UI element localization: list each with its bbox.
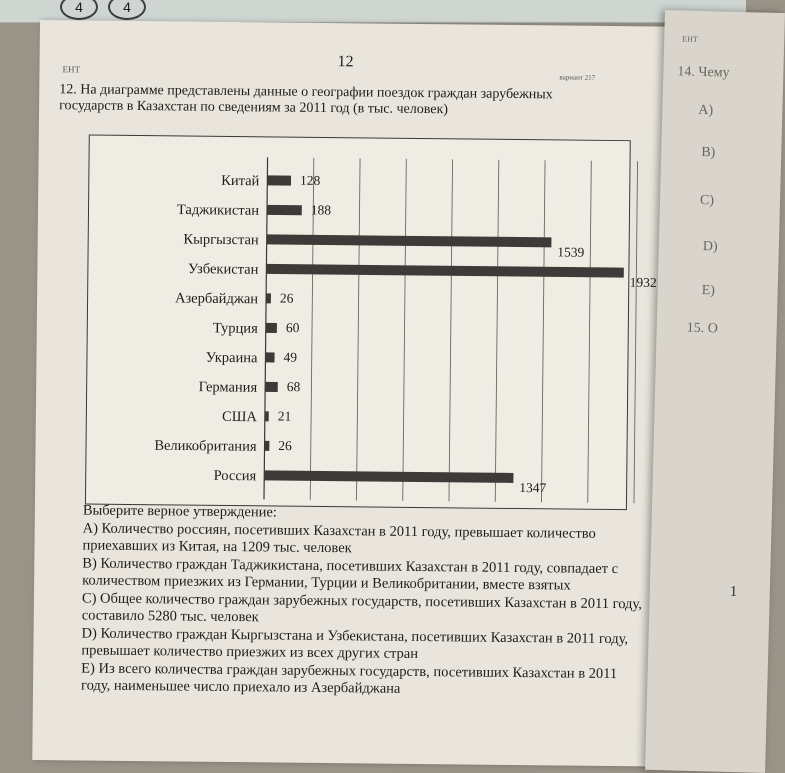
bar: [266, 264, 624, 278]
data-label: 128: [299, 172, 321, 188]
bar: [265, 352, 274, 362]
adjacent-option-b: B): [701, 145, 716, 161]
gridline: [356, 158, 360, 500]
data-label: 26: [279, 290, 294, 306]
answer-option-e[interactable]: E) Из всего количества граждан зарубежных государств, посетивших Казахстан в 2011 году, наименьшее число приехало из Азербайджана: [80, 659, 618, 697]
data-label: 1539: [557, 244, 585, 260]
bar: [265, 382, 278, 392]
circled-number: 4: [108, 0, 146, 20]
category-label: США: [221, 408, 257, 426]
exam-header-label: ЕНТ: [62, 64, 81, 75]
gridline: [588, 161, 592, 503]
data-label: 21: [277, 408, 292, 424]
bar: [266, 323, 277, 333]
bar: [266, 293, 271, 303]
category-label: Азербайджан: [174, 290, 259, 308]
page-number: 12: [337, 53, 354, 71]
adjacent-option-a: A): [698, 102, 714, 119]
gridline: [495, 160, 499, 502]
data-label: 26: [278, 438, 292, 454]
category-label: Кыргызстан: [183, 231, 259, 249]
gridline: [403, 159, 407, 501]
chart-svg: [86, 136, 657, 510]
category-label: Великобритания: [154, 437, 257, 455]
bar: [267, 175, 291, 185]
answer-option-d[interactable]: D) Количество граждан Кыргызстана и Узбекистана, посетивших Казахстан в 2011 году, превышает количество приезжих из всех других стран: [81, 624, 629, 662]
category-label: Узбекистан: [188, 261, 259, 278]
data-label: 1347: [519, 480, 547, 496]
data-label: 1932: [629, 274, 657, 290]
category-label: Украина: [205, 349, 258, 367]
answers-block: [81, 502, 643, 700]
adjacent-option-c: C): [699, 192, 715, 209]
adjacent-option-d: D): [702, 239, 718, 255]
category-label: Таджикистан: [176, 201, 260, 219]
question-text: 12. На диаграмме представлены данные о географии поездок граждан зарубежных государств в Казахстан по сведениям за 2011 год (в тыс. человек): [59, 82, 553, 118]
adjacent-header: ЕНТ: [682, 34, 698, 44]
top-strip: [0, 0, 746, 23]
bar: [265, 441, 270, 451]
gridline: [541, 160, 545, 502]
adjacent-number: 1: [729, 583, 738, 601]
category-label: Турция: [212, 320, 258, 337]
gridline: [449, 159, 453, 501]
circled-number: 4: [60, 0, 98, 20]
bar: [267, 205, 302, 215]
answer-option-a[interactable]: A) Количество россиян, посетивших Казахстан в 2011 году, превышает количество приехавших из Китая, на 1209 тыс. человек: [82, 519, 596, 557]
variant-label: вариант 217: [559, 73, 596, 82]
bar: [264, 470, 513, 483]
bar: [267, 234, 552, 247]
adjacent-option-e: E): [701, 283, 716, 299]
answer-option-c[interactable]: C) Общее количество граждан зарубежных государств, посетивших Казахстан в 2011 году, составило 5280 тыс. человек: [81, 589, 642, 626]
data-label: 60: [285, 320, 300, 336]
category-label: Германия: [198, 379, 258, 396]
data-label: 188: [310, 202, 332, 218]
category-label: Россия: [213, 467, 257, 485]
adjacent-question-14: 14. Чему: [677, 64, 730, 81]
category-label: Китай: [221, 172, 260, 190]
answers-prompt: Выберите верное утверждение:: [82, 502, 277, 521]
bar-chart: [85, 135, 657, 511]
data-label: 68: [286, 379, 301, 395]
gridline: [634, 161, 638, 503]
adjacent-page: [645, 10, 785, 773]
answer-option-b[interactable]: B) Количество граждан Таджикистана, посетивших Казахстан в 2011 году, совпадает с количеством приезжих из Германии, Турции и Великобритании, вместе взятых: [82, 554, 619, 594]
adjacent-question-15: 15. О: [686, 320, 718, 337]
data-label: 49: [283, 349, 298, 365]
exam-page: [32, 20, 680, 767]
bar: [265, 411, 269, 421]
